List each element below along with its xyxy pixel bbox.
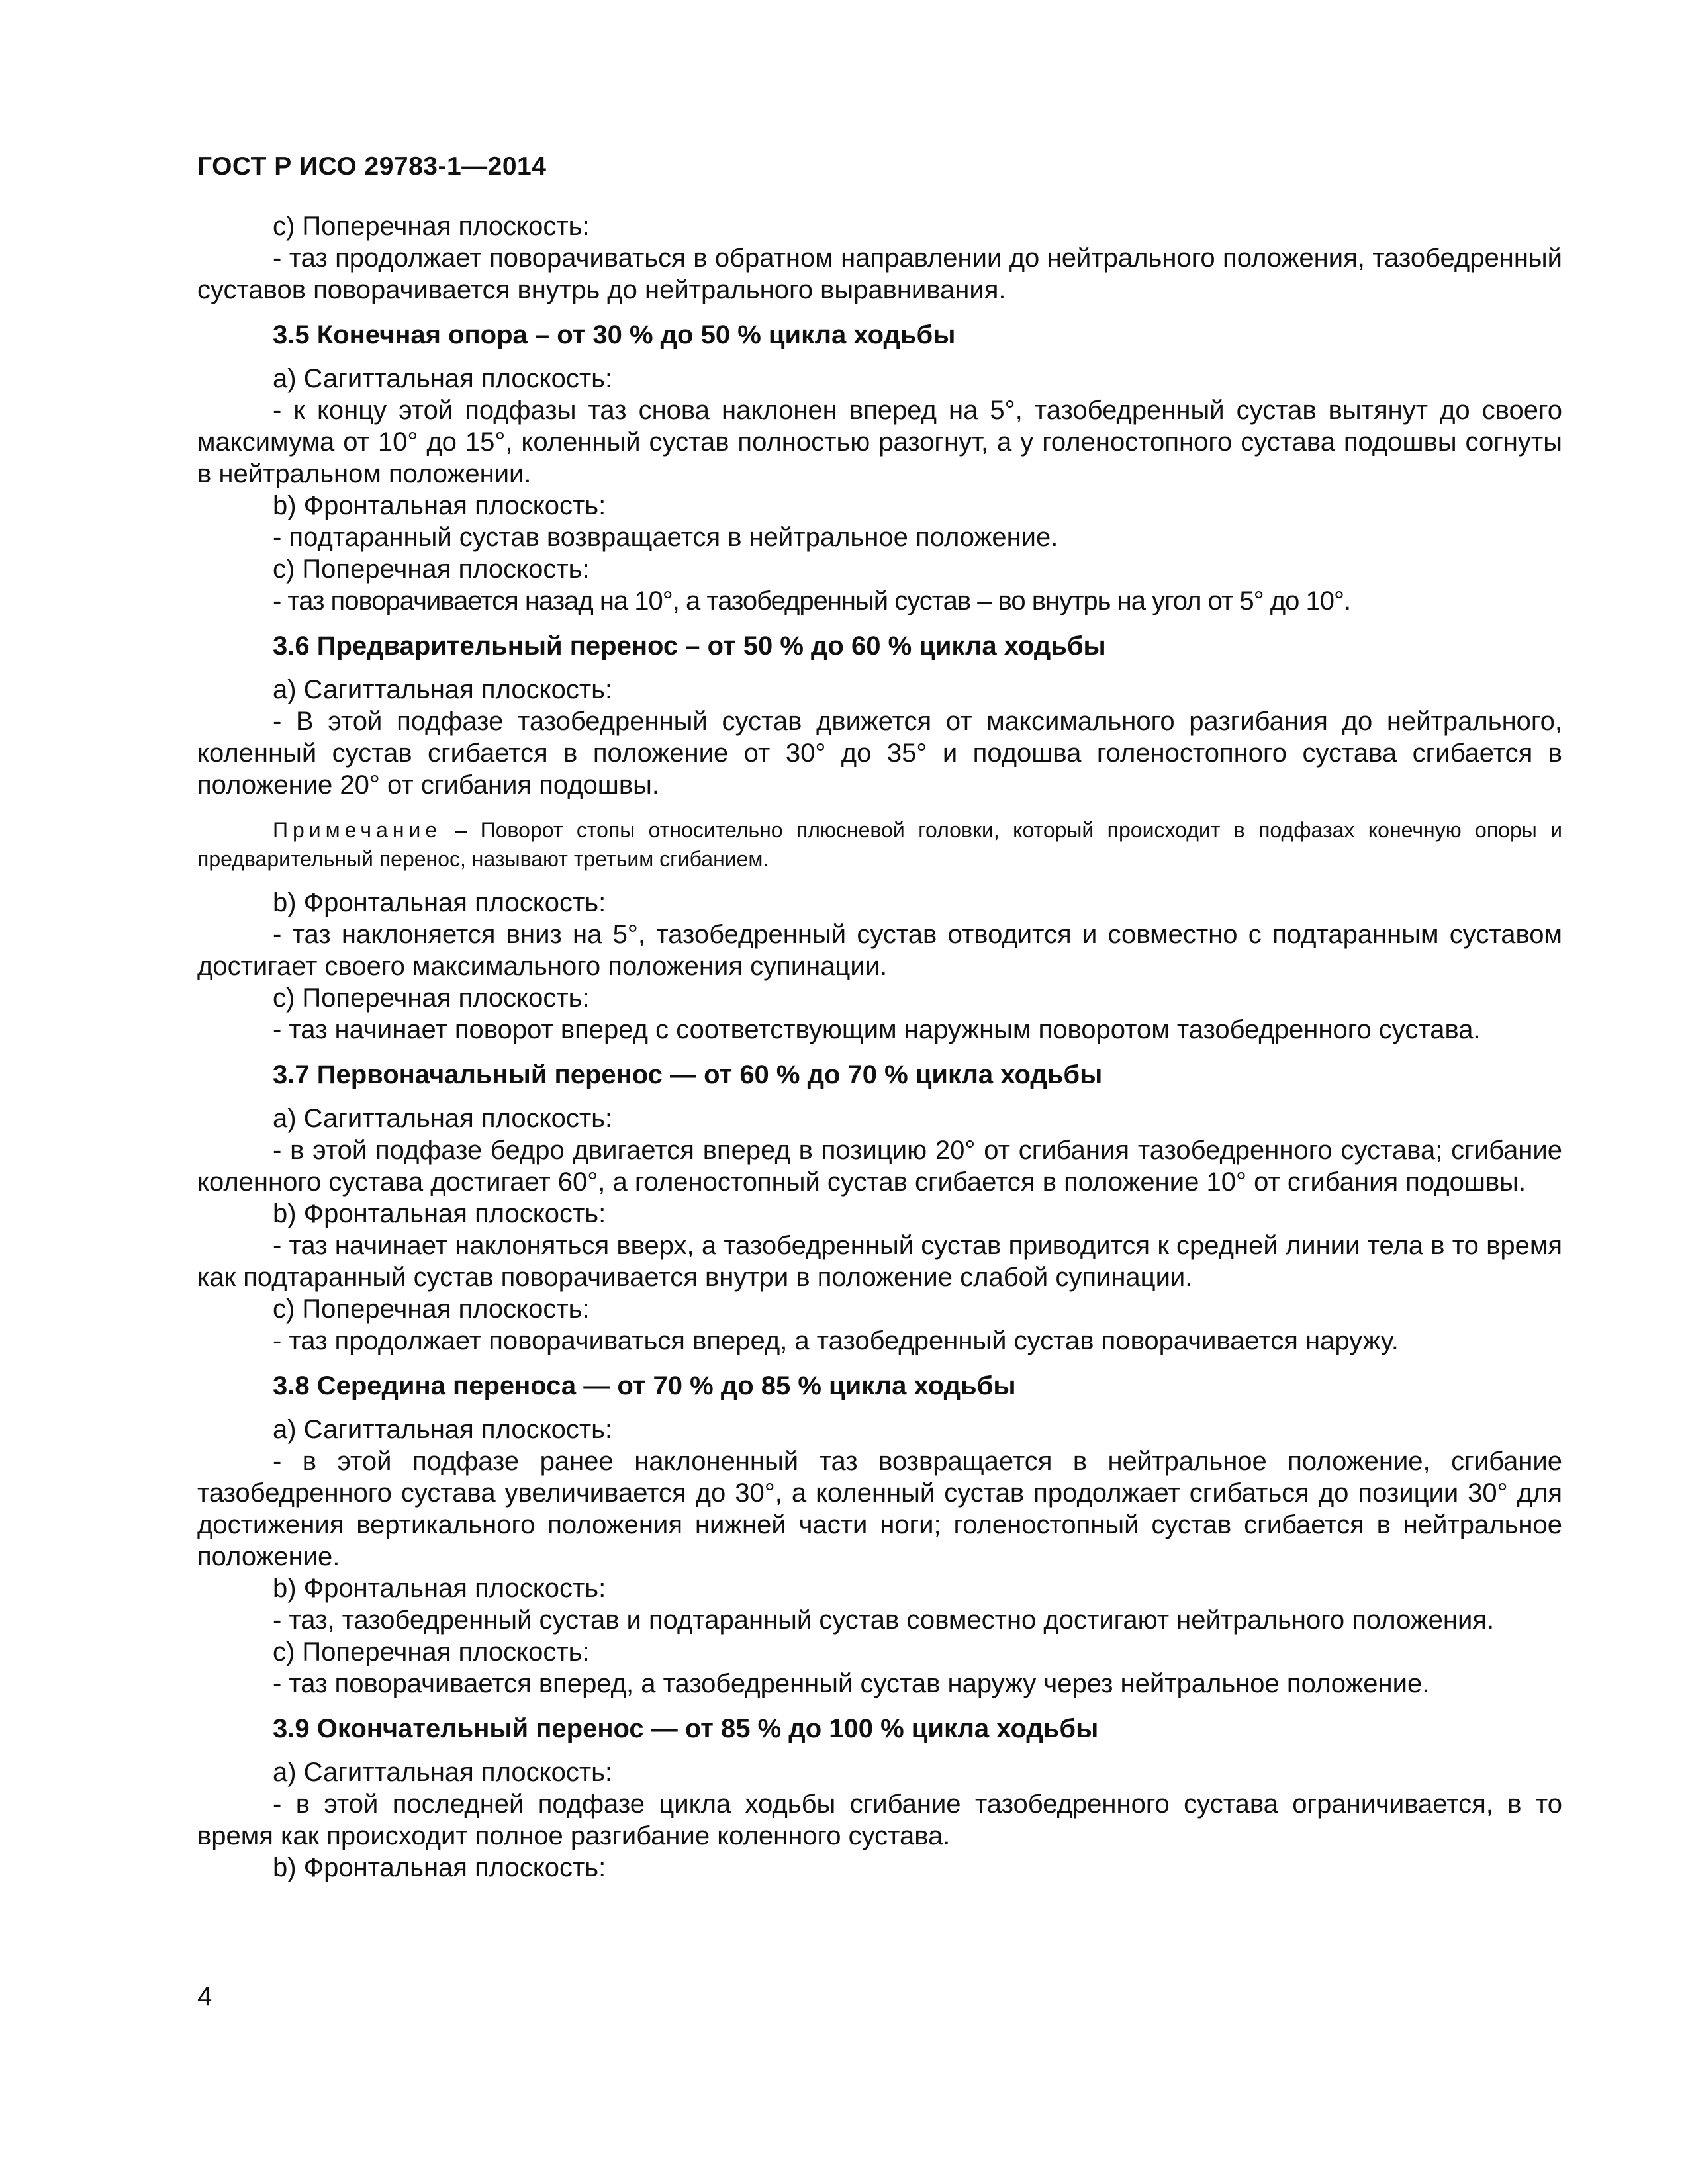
paragraph: c) Поперечная плоскость:	[273, 983, 590, 1013]
paragraph: a) Сагиттальная плоскость:	[273, 1758, 613, 1787]
paragraph: b) Фронтальная плоскость:	[273, 1574, 606, 1603]
paragraph: - таз, тазобедренный сустав и подтаранный сустав совместно достигают нейтрального положения.	[273, 1606, 1495, 1635]
paragraph: b) Фронтальная плоскость:	[273, 888, 606, 917]
document-body	[197, 210, 1562, 1884]
paragraph: - В этой подфазе тазобедренный сустав движется от максимального разгибания до нейтрального, коленный сустав сгибается в положение от 30° до 35° и подошва голеностопного сустава сгибается в положение 20° от сгибания подошвы.	[197, 707, 1562, 799]
note-text: – Поворот стопы относительно плюсневой головки, который происходит в подфазах конечную опоры и предварительный перенос, называют третьим сгибанием.	[197, 818, 1562, 871]
paragraph: - к концу этой подфазы таз снова наклонен вперед на 5°, тазобедренный сустав вытянут до своего максимума от 10° до 15°, коленный сустав полностью разогнут, а у голеностопного сустава подошвы согнуты в нейтральном положении.	[197, 396, 1562, 488]
section-heading: 3.8 Середина переноса — от 70 % до 85 % цикла ходьбы	[273, 1371, 1016, 1400]
paragraph: - в этой подфазе бедро двигается вперед в позицию 20° от сгибания тазобедренного сустава; сгибание коленного сустава достигает 60°, а голеностопный сустав сгибается в положение 10° от сгибания подошвы.	[197, 1136, 1562, 1197]
paragraph: b) Фронтальная плоскость:	[273, 1199, 606, 1228]
paragraph: b) Фронтальная плоскость:	[273, 491, 606, 520]
note-label: Примечание	[273, 818, 442, 842]
paragraph: - подтаранный сустав возвращается в нейтральное положение.	[273, 523, 1058, 552]
paragraph: c) Поперечная плоскость:	[273, 1295, 590, 1324]
paragraph: - таз продолжает поворачиваться вперед, а тазобедренный сустав поворачивается наружу.	[273, 1326, 1399, 1355]
paragraph: - в этой последней подфазе цикла ходьбы сгибание тазобедренного сустава ограничивается, в то время как происходит полное разгибание коленного сустава.	[197, 1790, 1562, 1850]
paragraph: a) Сагиттальная плоскость:	[273, 1104, 613, 1133]
paragraph: - в этой подфазе ранее наклоненный таз возвращается в нейтральное положение, сгибание тазобедренного сустава увеличивается до 30°, а коленный сустав продолжает сгибаться до позиции 30° для достижения вертикального положения нижней части ноги; голеностопный сустав сгибается в нейтральное положение.	[197, 1447, 1562, 1571]
paragraph: - таз начинает поворот вперед с соответствующим наружным поворотом тазобедренного сустава.	[273, 1015, 1481, 1044]
section-heading: 3.6 Предварительный перенос – от 50 % до 60 % цикла ходьбы	[273, 631, 1106, 660]
paragraph: a) Сагиттальная плоскость:	[273, 364, 613, 393]
paragraph: a) Сагиттальная плоскость:	[273, 1415, 613, 1444]
paragraph: c) Поперечная плоскость:	[273, 555, 590, 584]
paragraph: a) Сагиттальная плоскость:	[273, 675, 613, 704]
section-heading: 3.7 Первоначальный перенос — от 60 % до 70 % цикла ходьбы	[273, 1060, 1103, 1089]
paragraph: - таз продолжает поворачиваться в обратном направлении до нейтрального положения, тазобедренный суставов поворачивается внутрь до нейтрального выравнивания.	[197, 244, 1562, 304]
section-heading: 3.5 Конечная опора – от 30 % до 50 % цикла ходьбы	[273, 320, 956, 349]
paragraph: - таз поворачивается вперед, а тазобедренный сустав наружу через нейтральное положение.	[273, 1669, 1430, 1698]
section-heading: 3.9 Окончательный перенос — от 85 % до 100 % цикла ходьбы	[273, 1714, 1099, 1743]
paragraph: - таз наклоняется вниз на 5°, тазобедренный сустав отводится и совместно с подтаранным суставом достигает своего максимального положения супинации.	[197, 920, 1562, 981]
document-header: ГОСТ Р ИСО 29783-1—2014	[197, 152, 547, 181]
paragraph: b) Фронтальная плоскость:	[273, 1853, 606, 1882]
paragraph: - таз начинает наклоняться вверх, а тазобедренный сустав приводится к средней линии тела в то время как подтаранный сустав поворачивается внутри в положение слабой супинации.	[197, 1231, 1562, 1292]
page-number: 4	[197, 1982, 212, 2011]
paragraph: c) Поперечная плоскость:	[273, 212, 590, 241]
note-paragraph	[197, 815, 1562, 874]
paragraph: c) Поперечная плоскость:	[273, 1637, 590, 1666]
paragraph: - таз поворачивается назад на 10°, а тазобедренный сустав – во внутрь на угол от 5° до 10°.	[273, 586, 1351, 615]
